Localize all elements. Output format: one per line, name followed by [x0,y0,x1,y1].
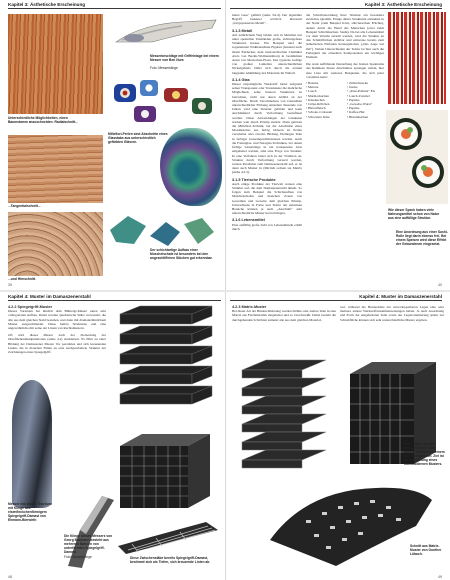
running-header: Kapitel 4: Muster im Damaszenerstahl [8,292,221,301]
page-39 [0,0,225,290]
caption-knife-top: Messerbeschläge mit Griffeinlage bei einem Messer von Ben Nurs [150,54,219,63]
food-list-item: • Gurke [347,85,358,90]
paragraph-list-intro: Die stark auffällende Darstellung des breiten Spektrums des Rahmens dieses Abschnittes sprengen würde, hier eine Liste mit weiteren Beispielen, die sich jeder vorstellen kann: [306,62,384,79]
knife-handle-photo [112,12,220,52]
food-list-item: • „Gewebe-Wurst“ [347,102,373,107]
caption-matrix-blade: Schnitt aus Matrix-Muster von Gunther Löbach. [410,544,442,557]
caption-sushi: Eine Anordnung aus einer Sushi-Rolle liegt darin ebenso frei. Bei einem Speisen wird diese Effekt der Gebundenen eingesetzt. [396,230,448,247]
food-list-item: • Paprika [347,106,360,111]
knife-photo [12,380,52,508]
abalone-shell-photo [160,128,222,206]
page-number: 39 [8,283,12,287]
millefiori-beads-photo [108,74,222,130]
food-list-item: • Birnenkuchen [347,114,369,119]
paragraph-animal: Auch einige Produkte der Tierwelt weisen eine Struktur auf, die dem Damaszenerstahl ähnelt. So folgen zum Beispiel die Schichtaufbau von Muschelschalen und manchen Zonen von Geweihen und Gewebe dem gleichen Prinzip. Unterschiede in Farbe und Textur der einzelnen Bereiche können je nach „Anschnitt“ sehr unterschiedliche Muster hervorbringen. [232,181,302,216]
food-list-item: • Zimtschnecke [347,81,369,86]
sushi-roll-photo [386,110,448,204]
stacked-bars-illustration [112,304,220,416]
food-list-item: • Schoko-Croissant [306,110,333,115]
food-list-item: • Melone [306,85,319,90]
food-list-item: • Schweizer Käse [306,114,330,119]
caption-knife: Messer von André Thorburn mit Klinge aus eisenfleckchenförmigem Spiegelgriff-Damast von Ehmann-Bierwirth [8,502,53,523]
food-list-item: • Lauch [306,89,317,94]
food-list-item: • Käsekuchen [306,97,325,102]
caption-wood-tangential: ...Tangentialschnitt... [8,204,41,208]
section-title: 4.2.2 Spiegelgriff-Muster [8,305,53,309]
page-number: 48 [8,575,12,579]
food-list [306,81,384,119]
intro-paragraph: leiner Gase“ geführt (siehe 3.6.4). Der legendäre Begriff bedeutet wörtlich übersetzt „fortgepanzertes Metall“. [232,13,302,26]
paragraph-matrix-cont: wel, während die Bestandteile der unverdoppelbaren Lagen eine oder mehrere andere Werkstoffzusammensetzungen haben. Je nach Anordnung und Form der eingebetteten Teile sowie der Lagenorientierung später zur Schnittfläche können sich sehr unterschiedliche Muster ergeben. [340,305,444,322]
caption-knife-top-credit: Foto: Messerklinge [150,66,178,70]
text-column-1 [232,305,336,345]
running-header: Kapitel 3: Ästhetische Erscheinung [8,0,221,9]
checker-block-illustration [110,426,220,516]
damascus-blade-pattern-photo [116,516,220,556]
intro-paragraph: Dieses Varianten hat ähnlich dem Blüttergi-Muster einen sehr orthogonalen Aufbau. Dabei werden quadratische Stäbe verwendet, die alle aus dem gleichen Stahl bestehen, und dann mit diamantzähnlichem Muster ausgeschmiedet. Diese helfen Strukturen und eine ungewöhnliche mit seine der Linien von Rechtsmustern. [8,309,106,331]
caption-abalone: Der schichtartige Aufbau einer Muschelschale ist besonders bei den angeschliffenen Stücken gut erkennbar. [150,248,213,261]
heading-glass: 3.1.4 Glas [232,77,250,82]
radial-cut-wood-photo [8,14,103,114]
food-list-item: • Marmorkuchen [306,93,329,98]
food-list-item: • Hirtenfleisch [306,106,326,111]
paragraph-food-cont: die Schichtanordnung ihrer Struktur ein besonders zierliches Qualität. Einige dieser Strukturen entstehen in der Natur (zum Beispiel Kiwi, stärchearchen Früchte), andere durch die Hand des Menschen (etwa beim Beispiel Schichtkuchen, Sushi). Da bei alle Lebensmittel vor dem Verzehr zerteilt werden, wird die Struktur an den Schnittflächen sichtbar und zeitweise bereits zum ästhetischen Einfaden herausgehoben („Das Auge isst mit“). Neben Unterschieden der Textur ist hier auch die Farbigkeit der einzelnen Komponenten ein wichtiges Element. [306,13,384,60]
caption-wood-grain: Unterschiedliche Möglichkeiten, einen Baumstamm anzuschneiden: Radialschnitt... [8,116,78,125]
paragraph-glass: Dieser ursprüngliche Werkstoff bietet aufgrund seiner Transparenz oder Transluzenz die mehrfache Möglichkeit, seine inneren Strukturen zu betrachten, nicht nur deren Abbild an der Oberfläche. Durch Verschmelzen von Glasstäben unterschiedlicher Färbung entstehen Tausende von Jahren wird eine Struktur gebildet und kann anschließend durch Verformung beeinflusst werden. Diese Anwendungen der Glaskunst reichen weit durch Prinzip zurück. Dazu gehören die Millefiori-Technik, bei der Abschnitte eines Mosaikstabes aus farbig Gläsern zu Perlen verarbeitet oder zweckt, Bildung. Eleiliegen Teile in farbiger Glaseingeschmolzenen werden. Auch die Fadenglas- und Netzglas-Techniken, bei denen farbige Glasstränge in ein transparente Glas eingebettet werden, sind eine Folge von Struktur. In eine Verfahren bietet sich in der Tradition an, Struktur durch Verformung verzerrt werden, weisen Parallelen zum Damaszenerstahl auf, er ist dann auch Muster in (Micrish ordnen sie Matrix (siehe 4.2.3). [232,82,302,175]
section-title: 4.2.3 Matrix-Muster [232,305,267,309]
page-number: 40 [438,283,442,287]
matrix-pattern-blade-photo [266,480,436,574]
tangential-cut-wood-photo [8,135,103,203]
caption-folding-credit: Foto: Messerklinge [64,555,92,559]
food-list-item: • Crêpe-Röllchen [306,102,330,107]
paragraph-matrix: Bei dieser Art der Bindeschilderung werden Drähte oder andere Teile in eine Matrix aus Flachmetallen eingebettet und so verschweißt. Dabei besteht die durchgehenden Schichten zumeist alle aus dem gleichen Material, [232,309,336,322]
caption-bacon: Wie dieser Speck haben viele Nahrungsmittel schon von Natur aus eine auffällige Struktur. [388,208,440,221]
food-list-right [347,81,384,119]
running-header: Kapitel 4: Muster im Damaszenerstahl [230,292,442,301]
page-49 [225,292,450,580]
caption-beads: Millefiori-Perlen sind Abschnitte eines Glasstabs aus unterschiedlich gefärbten Gläsern. [108,132,168,145]
heading-food: 3.1.6 Lebensmittel [232,218,265,223]
food-list-item: • „Pain-Pralinie“ Eis [347,89,375,94]
page-number: 49 [438,575,442,579]
book-spread-bottom [0,292,450,580]
caption-matrix-block: Beim Matrix-Muster werden Drähte oder andere Elemente in einem Block eingebettet. Ziel ist die Entstehung eines hochmodernen Musters. [404,442,445,467]
caption-stack: Diese Zwischenstäbe bereits Spiegelgriff-Damast, bestimmt sich als Tiefen, sich kreuzende Linien ab. [130,556,211,565]
paragraph-food: Eine auffällig große Zahl von Lebensmitteln erhält durch [232,222,302,231]
running-header: Kapitel 3: Ästhetische Erscheinung [230,0,442,9]
polished-shell-pieces-photo [106,210,222,250]
cross-cut-wood-photo [8,212,103,276]
food-list-item: • Lauch-Zwiebel [347,93,370,98]
heading-animal: 3.1.5 Tierische Produkte [232,177,276,182]
text-column [8,305,106,375]
second-paragraph: Oft wird dieses Muster nach der Zielsetzung der Oberflächenmanipulationen (siehe 4.x) strukturiert. Es führt zu einer Bildung der Damaszener Muster Vor parallelen und sich kreuzenden Linien, die in manchen Fällen an eine nachgearbeitete Struktur der Zeichnungen eines Spiegelgriff. [8,333,106,355]
caption-folding-knife: Die Klinge dieses Messers von Georg Baumann besteht aus mehreren Bahnen von unterformten Spiegelgriff-Damast. [64,534,113,555]
bacon-photo [388,12,446,104]
page-48 [0,292,225,580]
caption-wood-cross: ...und Hirnschnitt. [8,277,37,281]
food-list-item: • Kaffee-Hui [347,110,365,115]
heading-metal: 3.1.3 Metall [232,28,253,33]
text-column-2 [306,13,384,213]
paragraph-metal: Auf natürlichem Weg bilden sich in Metallen nur unter speziellen Umständen große, sichtungsfeste Strukturen heraus. Ein Beispiel sind die sogenannten Widmanstätten-Figuren (benannt nach ihrem Entdecker, dem österreichischen Chemiker Alois von Beckh-Widmanstätten) in bestimmten Arten von Meteoriten-Eisen. Das typische Gefüge von großen Lamellen unterschiedlichen Nickelgehalts bildet sich durch die extrem langsame Abkühlung des Materials im Weltall. [232,32,302,75]
layered-plates-illustration [232,352,336,482]
food-list-left [306,81,343,119]
text-column-2 [340,305,444,345]
food-list-item: • Banane [306,81,319,86]
page-40 [225,0,450,290]
text-column-1 [232,13,302,285]
food-list-item: • Paprika [347,97,360,102]
